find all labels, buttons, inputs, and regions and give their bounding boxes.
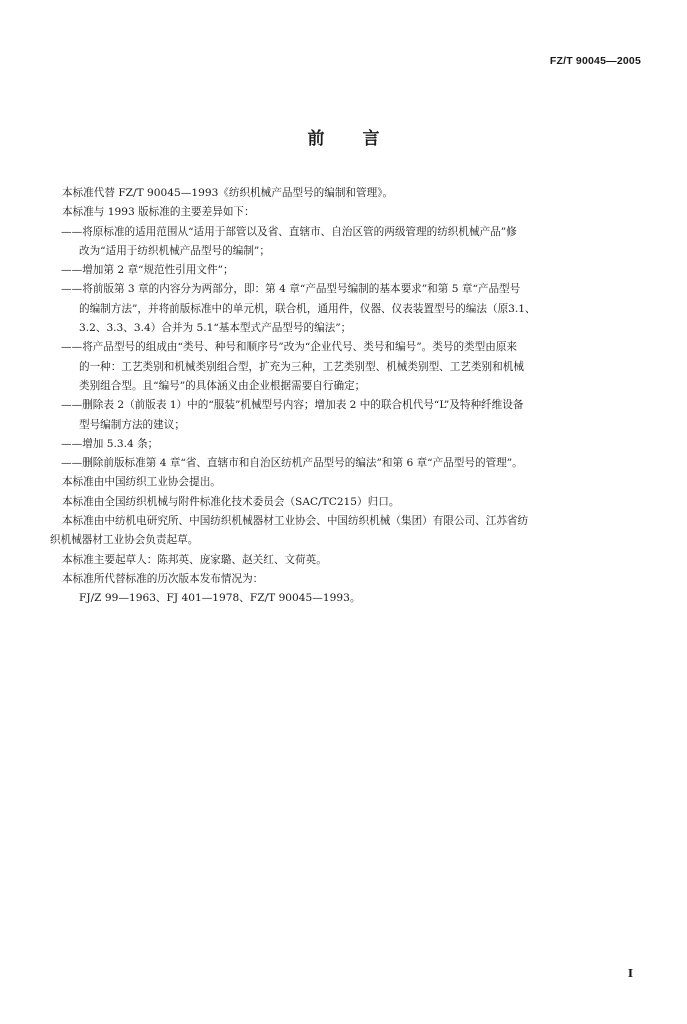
list-item-delete-table-cont: 型号编制方法的建议； — [79, 418, 185, 431]
list-item-model-composition-cont2: 类别组合型。且“编号”的具体涵义由企业根据需要自行确定； — [79, 379, 366, 392]
paragraph-proposed-by: 本标准由中国纺织工业协会提出。 — [62, 476, 221, 489]
list-item-model-composition-cont1: 的一种：工艺类别和机械类别组合型，扩充为三种，工艺类别型、机械类别型、工艺类别和机械 — [79, 360, 524, 373]
paragraph-main-drafters: 本标准主要起草人：陈邦英、庞家璐、赵关红、文荷英。 — [62, 553, 327, 566]
page-title: 前言 — [307, 129, 418, 149]
paragraph-previous-editions-intro: 本标准所代替标准的历次版本发布情况为： — [62, 572, 264, 585]
list-item-scope-change: ——将原标准的适用范围从“适用于部管以及省、直辖市、自治区管的两级管理的纺织机械产品”修 — [61, 225, 517, 238]
list-item-split-chapter-3-cont2: 3.2、3.3、3.4）合并为 5.1“基本型式产品型号的编法”； — [79, 322, 352, 335]
list-item-add-chapter-2: ——增加第 2 章“规范性引用文件”； — [61, 264, 234, 277]
list-item-delete-chapters: ——删除前版标准第 4 章“省、直辖市和自治区纺机产品型号的编法”和第 6 章“产品型号的管理”。 — [61, 457, 523, 470]
list-item-delete-table: ——删除表 2（前版表 1）中的“服装”机械型号内容；增加表 2 中的联合机代号“L”及特种纤维设备 — [61, 399, 524, 412]
list-item-scope-change-cont: 改为“适用于纺织机械产品型号的编制”； — [79, 244, 270, 257]
list-item-split-chapter-3-cont1: 的编制方法”，并将前版标准中的单元机，联合机，通用件，仪器、仪表装置型号的编法（原3.1、 — [79, 302, 536, 315]
paragraph-previous-editions: FJ/Z 99—1963、FJ 401—1978、FZ/T 90045—1993。 — [79, 592, 361, 605]
standard-code: FZ/T 90045—2005 — [549, 55, 641, 67]
paragraph-under-jurisdiction: 本标准由全国纺织机械与附件标准化技术委员会（SAC/TC215）归口。 — [62, 495, 400, 508]
foreword-body — [50, 184, 642, 609]
paragraph-replaces: 本标准代替 FZ/T 90045—1993《纺织机械产品型号的编制和管理》。 — [62, 187, 394, 199]
list-item-model-composition: ——将产品型号的组成由“类号、种号和顺序号”改为“企业代号、类号和编号”。类号的类型由原来 — [61, 341, 518, 354]
paragraph-drafted-by-cont: 织机械器材工业协会负责起草。 — [50, 534, 199, 547]
list-item-add-5-3-4: ——增加 5.3.4 条； — [61, 437, 159, 450]
paragraph-drafted-by: 本标准由中纺机电研究所、中国纺织机械器材工业协会、中国纺织机械（集团）有限公司、江苏省纺 — [62, 515, 529, 528]
paragraph-differences-intro: 本标准与 1993 版标准的主要差异如下： — [62, 206, 255, 219]
list-item-split-chapter-3: ——将前版第 3 章的内容分为两部分，即：第 4 章“产品型号编制的基本要求”和第 5 章“产品型号 — [61, 283, 521, 296]
page-number: I — [627, 967, 633, 980]
